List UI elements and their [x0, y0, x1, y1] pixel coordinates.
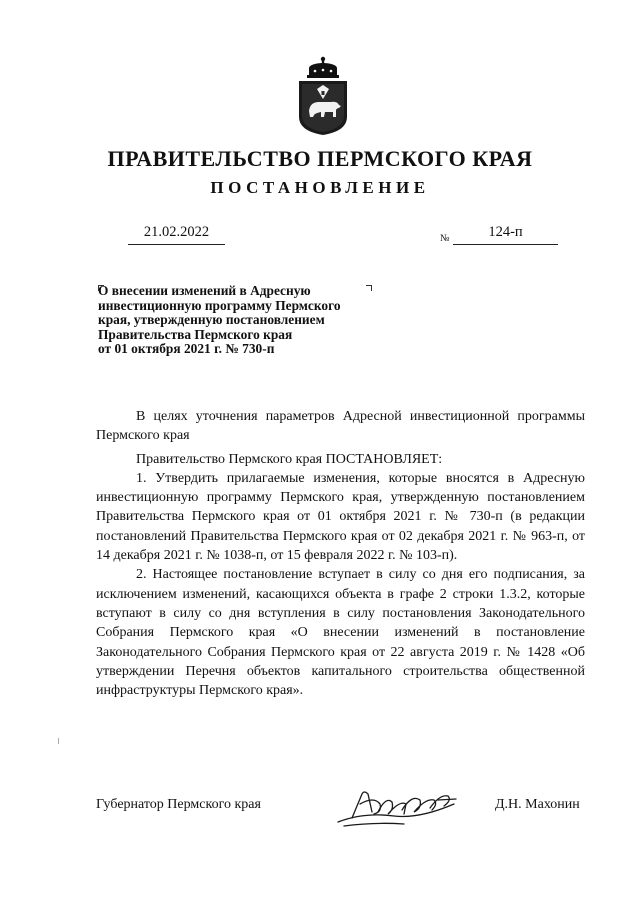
subject-line: О внесении изменений в Адресную — [98, 283, 311, 298]
document-number: 124-п — [453, 224, 558, 245]
signature-icon — [334, 782, 459, 830]
document-subject — [98, 284, 388, 357]
scan-mark — [58, 738, 59, 744]
signatory-position: Губернатор Пермского края — [96, 797, 261, 812]
document-type: ПОСТАНОВЛЕНИЕ — [210, 178, 430, 197]
subject-line: от 01 октября 2021 г. № 730-п — [98, 341, 275, 357]
subject-line: Правительства Пермского края — [98, 326, 293, 342]
coat-of-arms-icon — [295, 55, 351, 137]
subject-line: инвестиционную программу Пермского — [98, 297, 341, 313]
body-paragraph-purpose: В целях уточнения параметров Адресной инвестиционной программы Пермского края — [96, 409, 585, 444]
signatory-name: Д.Н. Махонин — [495, 797, 580, 812]
number-label: № — [440, 233, 450, 244]
body-paragraph-item-1: 1. Утвердить прилагаемые изменения, которые вносятся в Адресную инвестиционную программу Пермского края, утвержденную постановлением Правительства Пермского края от 01 октября 2021 г. № 730-п (в редакции постановлений Правительства Пермского края от 02 декабря 2021 г. № 963-п, от 14 декабря 2021 г. № 1038-п, от 15 февраля 2022 г. № 103-п). — [96, 470, 585, 564]
government-title: ПРАВИТЕЛЬСТВО ПЕРМСКОГО КРАЯ — [107, 146, 533, 171]
subject-line: края, утвержденную постановлением — [98, 312, 325, 328]
document-body — [96, 407, 585, 700]
body-paragraph-item-2: 2. Настоящее постановление вступает в силу со дня его подписания, за исключением изменений, касающихся объекта в графе 2 строки 1.3.2, которые вступают в силу со дня вступления в силу постановления Законодательного Собрания Пермского края «О внесении изменений в постановление Законодательного Собрания Пермского края от 22 августа 2019 г. № 1428 «Об утверждении Перечня объектов капитального строительства общественной инфраструктуры Пермского края». — [96, 567, 585, 699]
document-date: 21.02.2022 — [128, 224, 225, 245]
body-paragraph-resolves: Правительство Пермского края ПОСТАНОВЛЯЕТ: — [136, 451, 443, 467]
